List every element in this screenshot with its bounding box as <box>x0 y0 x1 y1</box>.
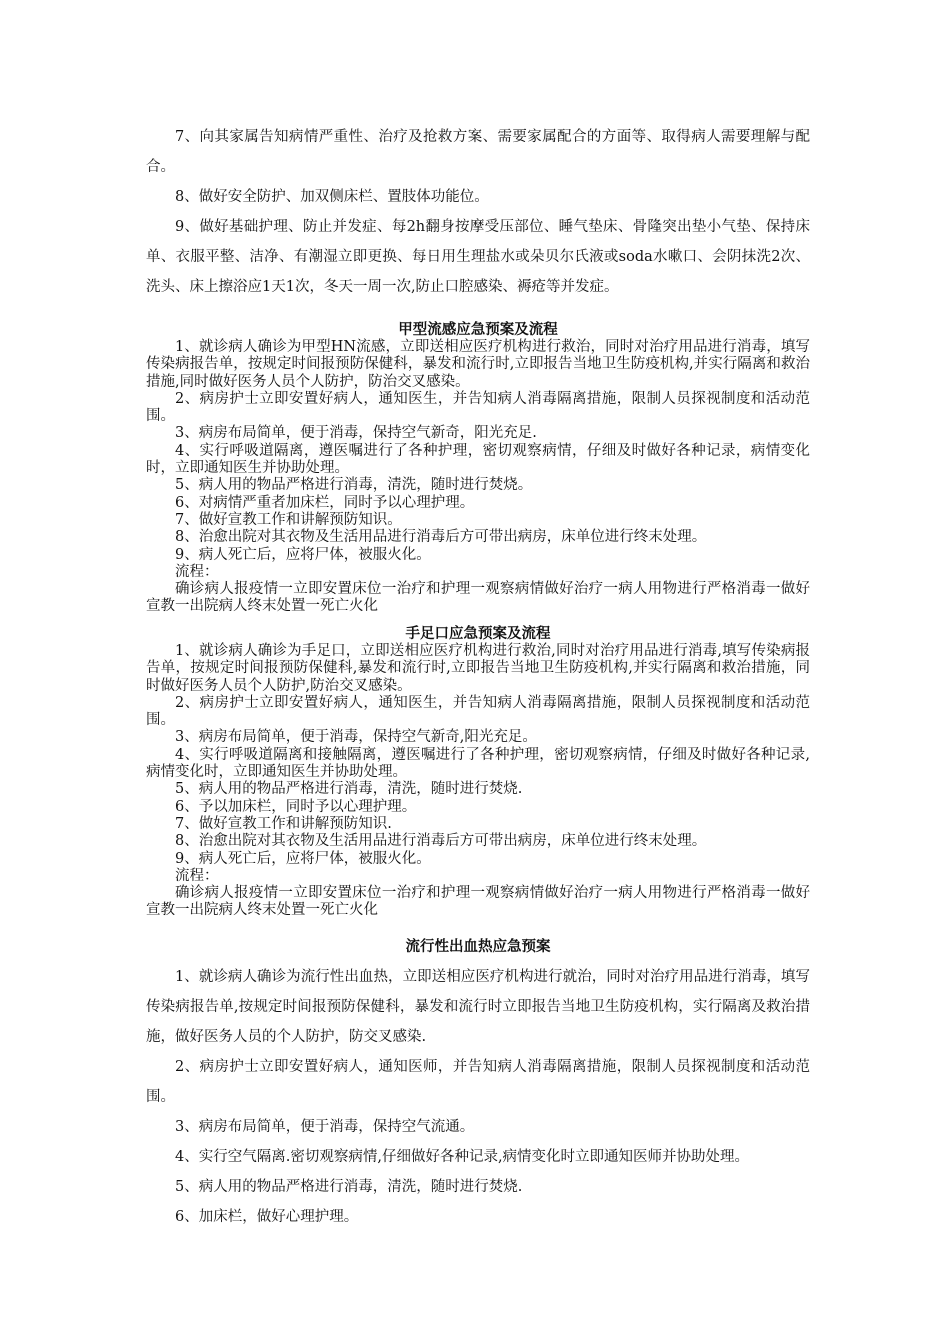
list-item: 8、治愈出院对其衣物及生活用品进行消毒后方可带出病房，床单位进行终末处理。 <box>175 529 707 546</box>
list-item: 7、做好宣教工作和讲解预防知识。 <box>175 511 402 528</box>
list-item: 9、病人死亡后，应将尸体，被服火化。 <box>175 546 431 563</box>
list-item: 6、加床栏，做好心理护理。 <box>175 1209 359 1225</box>
list-item: 3、病房布局简单，便于消毒，保持空气新奇,阳光充足。 <box>175 729 537 746</box>
continued-nursing-steps <box>146 122 810 302</box>
hemorrhagic-fever-plan <box>146 932 810 1232</box>
list-item: 1、就诊病人确诊为手足口，立即送相应医疗机构进行救治,同时对治疗用品进行消毒,填写传染病报告单，按规定时间报预防保健科,暴发和流行时,立即报告当地卫生防疫机构,并实行隔离和救治措施，同时做好医务人员个人防护,防治交叉感染。 <box>146 643 810 694</box>
list-item: 1、就诊病人确诊为流行性出血热，立即送相应医疗机构进行就治，同时对治疗用品进行消毒，填写传染病报告单,按规定时间报预防保健科，暴发和流行时立即报告当地卫生防疫机构，实行隔离及救治措施，做好医务人员的个人防护，防交叉感染. <box>146 969 810 1045</box>
list-item: 2、病房护士立即安置好病人，通知医生，并告知病人消毒隔离措施，限制人员探视制度和活动范围。 <box>146 390 810 425</box>
paragraph: 8、做好安全防护、加双侧床栏、置肢体功能位。 <box>175 189 489 205</box>
influenza-a-plan <box>146 322 810 616</box>
list-item: 9、病人死亡后，应将尸体，被服火化。 <box>175 850 431 867</box>
list-item: 1、就诊病人确诊为甲型HN流感，立即送相应医疗机构进行救治，同时对治疗用品进行消毒，填写传染病报告单，按规定时间报预防保健科，暴发和流行时,立即报告当地卫生防疫机构,并实行隔离和救治措施,同时做好医务人员个人防护，防治交叉感染。 <box>146 339 810 390</box>
list-item: 2、病房护士立即安置好病人，通知医生，并告知病人消毒隔离措施，限制人员探视制度和活动范围。 <box>146 694 810 729</box>
list-item: 3、病房布局简单，便于消毒，保持空气新奇，阳光充足. <box>175 425 537 442</box>
list-item: 8、治愈出院对其衣物及生活用品进行消毒后方可带出病房，床单位进行终末处理。 <box>175 833 707 850</box>
paragraph: 9、做好基础护理、防止并发症、每2h翻身按摩受压部位、睡气垫床、骨隆突出垫小气垫、保持床单、衣服平整、洁净、有潮湿立即更换、每日用生理盐水或朵贝尔氏液或soda水嗽口、会阴抹洗2次、洗头、床上擦浴应1天1次，冬天一周一次,防止口腔感染、褥疮等并发症。 <box>146 219 810 295</box>
section-title: 甲型流感应急预案及流程 <box>398 322 558 338</box>
flow-text: 确诊病人报疫情一立即安置床位一治疗和护理一观察病情做好治疗一病人用物进行严格消毒一做好宣教一出院病人终末处置一死亡火化 <box>146 581 810 615</box>
list-item: 4、实行呼吸道隔离和接触隔离，遵医嘱进行了各种护理，密切观察病情，仔细及时做好各种记录,病情变化时，立即通知医生并协助处理。 <box>146 746 810 781</box>
list-item: 2、病房护士立即安置好病人，通知医师，并告知病人消毒隔离措施，限制人员探视制度和活动范围。 <box>146 1059 810 1105</box>
list-item: 3、病房布局简单，便于消毒，保持空气流通。 <box>175 1119 475 1135</box>
section-title: 流行性出血热应急预案 <box>405 939 551 955</box>
list-item: 6、对病情严重者加床栏，同时予以心理护理。 <box>175 494 475 511</box>
section-title: 手足口应急预案及流程 <box>405 626 551 642</box>
list-item: 7、做好宣教工作和讲解预防知识. <box>175 815 392 832</box>
list-item: 5、病人用的物品严格进行消毒，清洗，随时进行焚烧。 <box>175 477 533 494</box>
hand-foot-mouth-plan <box>146 626 810 920</box>
flow-label: 流程： <box>175 867 219 884</box>
list-item: 4、实行空气隔离.密切观察病情,仔细做好各种记录,病情变化时立即通知医师并协助处理。 <box>175 1149 750 1165</box>
list-item: 5、病人用的物品严格进行消毒，清洗，随时进行焚烧. <box>175 781 523 798</box>
paragraph: 7、向其家属告知病情严重性、治疗及抢救方案、需要家属配合的方面等、取得病人需要理解与配合。 <box>146 129 810 175</box>
list-item: 4、实行呼吸道隔离，遵医嘱进行了各种护理，密切观察病情，仔细及时做好各种记录，病情变化时，立即通知医生并协助处理。 <box>146 442 810 477</box>
flow-text: 确诊病人报疫情一立即安置床位一治疗和护理一观察病情做好治疗一病人用物进行严格消毒一做好宣教一出院病人终末处置一死亡火化 <box>146 885 810 919</box>
list-item: 6、予以加床栏，同时予以心理护理。 <box>175 798 417 815</box>
flow-label: 流程： <box>175 563 219 580</box>
list-item: 5、病人用的物品严格进行消毒，清洗，随时进行焚烧. <box>175 1179 523 1195</box>
